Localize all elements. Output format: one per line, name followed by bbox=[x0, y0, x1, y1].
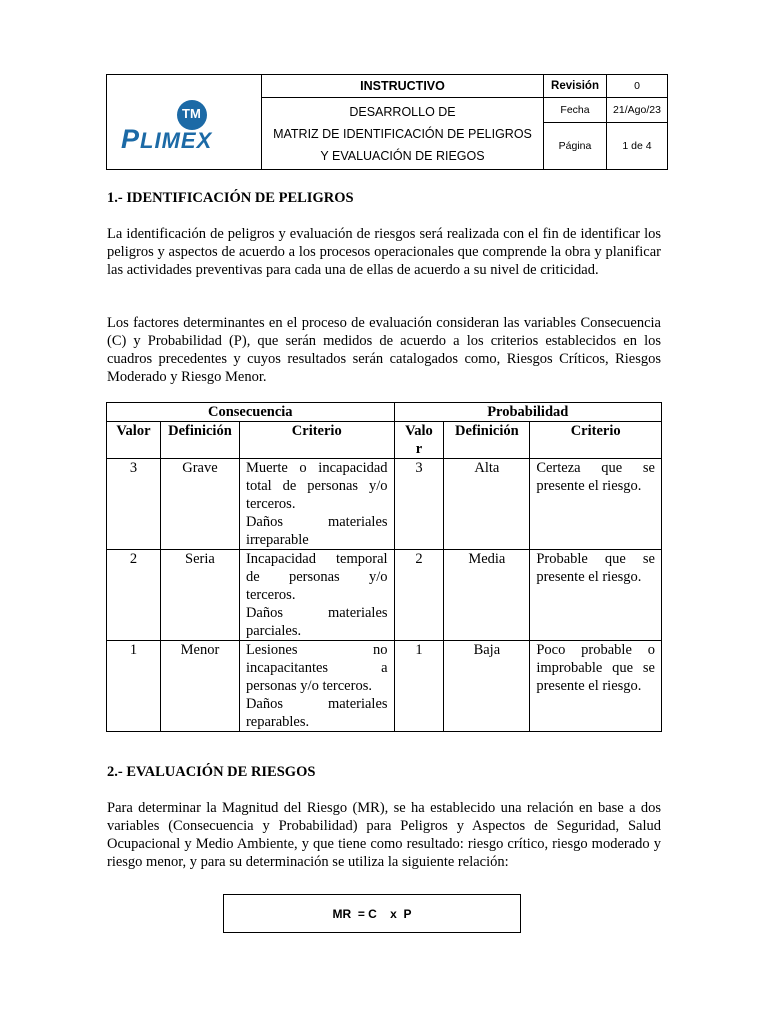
prob-criterio: Probable que se presente el riesgo. bbox=[530, 550, 662, 641]
logo-cell bbox=[107, 75, 262, 170]
pagina-value: 1 de 4 bbox=[607, 122, 668, 170]
formula-box: MR = C x P bbox=[223, 894, 521, 933]
cons-valor: 2 bbox=[107, 550, 161, 641]
group-probabilidad: Probabilidad bbox=[394, 403, 661, 422]
table-column-header bbox=[107, 422, 662, 459]
prob-definicion: Baja bbox=[444, 641, 530, 732]
prob-definicion: Alta bbox=[444, 459, 530, 550]
pagina-label: Página bbox=[544, 122, 607, 170]
company-logo bbox=[107, 76, 261, 168]
col-criterio-prob: Criterio bbox=[530, 422, 662, 459]
prob-valor: 3 bbox=[394, 459, 444, 550]
fecha-label: Fecha bbox=[544, 98, 607, 123]
section2-title: 2.- EVALUACIÓN DE RIESGOS bbox=[107, 764, 316, 780]
cons-valor: 1 bbox=[107, 641, 161, 732]
cons-criterio-text: Muerte o incapacidad total de personas y/o terceros. bbox=[245, 460, 388, 512]
globe-icon: TM bbox=[177, 100, 207, 130]
col-criterio: Criterio bbox=[239, 422, 394, 459]
cons-definicion: Menor bbox=[160, 641, 239, 732]
cons-criterio-text-2: Daños materiales reparables. bbox=[245, 696, 388, 730]
cons-criterio-text: Lesiones no incapacitantes a personas y/o terceros. bbox=[245, 642, 388, 694]
logo-text: PLIMEX bbox=[121, 124, 213, 154]
section1-paragraph-2: Los factores determinantes en el proceso de evaluación consideran las variables Consecuencia (C) y Probabilidad (P), que serán medidos de acuerdo a los criterios establecidos en los cuadros precedentes y cuyos resultados serán catalogados como, Riesgos Críticos, Riesgos Moderado y Riesgo Menor. bbox=[107, 315, 661, 385]
prob-valor: 2 bbox=[394, 550, 444, 641]
fecha-value: 21/Ago/23 bbox=[607, 98, 668, 123]
table-group-header bbox=[107, 403, 662, 422]
col-definicion-prob: Definición bbox=[444, 422, 530, 459]
table-row bbox=[107, 641, 662, 732]
cons-criterio bbox=[239, 459, 394, 550]
table-row bbox=[107, 550, 662, 641]
revision-label: Revisión bbox=[544, 75, 607, 98]
desc-line-2: MATRIZ DE IDENTIFICACIÓN DE PELIGROS bbox=[273, 126, 532, 141]
cons-criterio-text-2: Daños materiales parciales. bbox=[245, 605, 388, 639]
prob-definicion: Media bbox=[444, 550, 530, 641]
document-header bbox=[106, 74, 668, 170]
cons-criterio bbox=[239, 641, 394, 732]
revision-value: 0 bbox=[607, 75, 668, 98]
cons-criterio-text-2: Daños materiales irreparable bbox=[245, 514, 388, 548]
doc-description bbox=[262, 98, 544, 170]
prob-criterio: Poco probable o improbable que se presente el riesgo. bbox=[530, 641, 662, 732]
cons-criterio bbox=[239, 550, 394, 641]
col-valor-prob: Valor bbox=[394, 422, 444, 459]
cons-valor: 3 bbox=[107, 459, 161, 550]
group-consecuencia: Consecuencia bbox=[107, 403, 395, 422]
section2-paragraph: Para determinar la Magnitud del Riesgo (MR), se ha establecido una relación en base a dos variables (Consecuencia y Probabilidad) para Peligros y Aspectos de Seguridad, Salud Ocupacional y Medio Ambiente, y que tiene como resultado: riesgo crítico, riesgo moderado y riesgo menor, y para su determinación se utiliza la siguiente relación: bbox=[107, 800, 661, 870]
section1-title: 1.- IDENTIFICACIÓN DE PELIGROS bbox=[107, 190, 354, 206]
desc-line-1: DESARROLLO DE bbox=[349, 104, 456, 119]
risk-criteria-table bbox=[106, 402, 662, 732]
table-row bbox=[107, 459, 662, 550]
cons-definicion: Grave bbox=[160, 459, 239, 550]
prob-valor: 1 bbox=[394, 641, 444, 732]
cons-definicion: Seria bbox=[160, 550, 239, 641]
cons-criterio-text: Incapacidad temporal de personas y/o terceros. bbox=[245, 551, 388, 603]
section1-paragraph-1: La identificación de peligros y evaluación de riesgos será realizada con el fin de identificar los peligros y aspectos de acuerdo a los procesos operacionales que comprende la obra y planificar las actividades preventivas para cada una de ellas de acuerdo a su nivel de criticidad. bbox=[107, 226, 661, 278]
desc-line-3: Y EVALUACIÓN DE RIEGOS bbox=[320, 148, 485, 163]
col-definicion: Definición bbox=[160, 422, 239, 459]
doc-type: INSTRUCTIVO bbox=[262, 75, 544, 98]
col-valor: Valor bbox=[107, 422, 161, 459]
prob-criterio: Certeza que se presente el riesgo. bbox=[530, 459, 662, 550]
